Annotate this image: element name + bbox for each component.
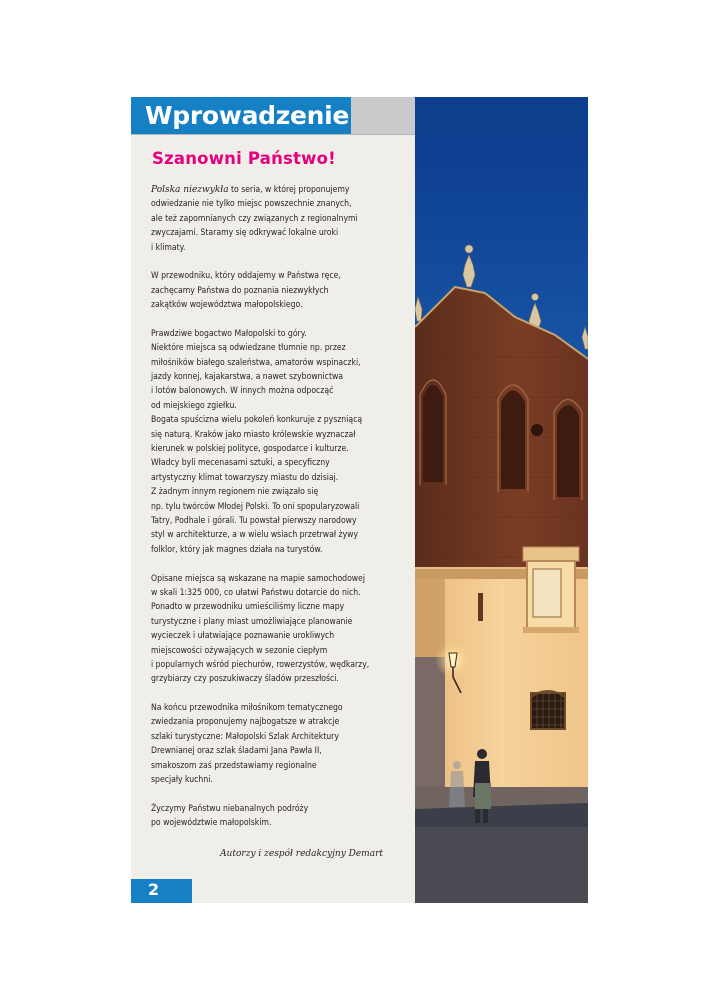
text-line (151, 384, 401, 398)
text-line (151, 442, 401, 456)
signature: Autorzy i zespół redakcyjny Demart (220, 849, 383, 859)
town-hall-tower-photo (415, 97, 588, 903)
text-segment: W przewodniku, który oddajemy w Państwa ręce, (151, 271, 341, 282)
text-segment: po województwie małopolskim. (151, 818, 272, 829)
text-line (151, 341, 401, 355)
text-segment: Z żadnym innym regionem nie związało się (151, 487, 319, 498)
text-segment: i lotów balonowych. W innych można odpocząć (151, 386, 334, 397)
paragraph-gap (151, 557, 401, 571)
text-line (151, 399, 401, 413)
text-line (151, 672, 401, 686)
series-title: Polska niezwykła (151, 185, 229, 195)
paragraph-gap (151, 255, 401, 269)
text-line (151, 456, 401, 470)
text-segment: Opisane miejsca są wskazane na mapie samochodowej (151, 573, 366, 584)
text-line (151, 629, 401, 643)
text-line (151, 500, 401, 514)
text-line (151, 183, 401, 197)
text-line (151, 715, 401, 729)
page-number-box (131, 879, 192, 903)
text-line (151, 543, 401, 557)
text-segment: w skali 1:325 000, co ułatwi Państwu dotarcie do nich. (151, 587, 361, 598)
text-line (151, 269, 401, 283)
text-segment: Drewnianej oraz szlak śladami Jana Pawła II, (151, 746, 322, 757)
text-line (151, 226, 401, 240)
text-line (151, 197, 401, 211)
text-segment: styl w architekturze, a w wielu wsiach przetrwał żywy (151, 530, 359, 541)
text-line (151, 284, 401, 298)
text-line (151, 528, 401, 542)
text-segment: zwiedzania proponujemy najbogatsze w atrakcje (151, 717, 340, 728)
text-line (151, 298, 401, 312)
text-segment: Władcy byli mecenasami sztuki, a specyficzny (151, 458, 330, 469)
text-segment: wycieczek i ułatwiające poznawanie urokliwych (151, 631, 335, 642)
text-segment: odwiedzanie nie tylko miejsc powszechnie znanych, (151, 199, 352, 210)
text-segment: to seria, w której proponujemy (228, 185, 350, 195)
introduction-body (151, 183, 401, 831)
text-segment: artystyczny klimat towarzyszy miastu do dzisiaj. (151, 472, 339, 483)
text-segment: miłośników białego szaleństwa, amatorów wspinaczki, (151, 357, 361, 368)
page-number: 2 (148, 880, 160, 899)
text-line (151, 816, 401, 830)
text-segment: zwyczajami. Staramy się odkrywać lokalne uroki (151, 228, 339, 239)
text-line (151, 730, 401, 744)
text-segment: grzybiarzy czy poszukiwaczy śladów przeszłości. (151, 674, 339, 685)
text-segment: jazdy konnej, kajakarstwa, a nawet szybownictwa (151, 372, 344, 383)
text-segment: np. tylu twórców Młodej Polski. To oni spopularyzowali (151, 501, 360, 512)
text-segment: Ponadto w przewodniku umieściliśmy liczne mapy (151, 602, 345, 613)
text-line (151, 615, 401, 629)
text-line (151, 428, 401, 442)
text-segment: i popularnych wśród piechurów, rowerzystów, wędkarzy, (151, 659, 370, 670)
text-segment: Tatry, Podhale i górali. Tu powstał pierwszy narodowy (151, 515, 357, 526)
text-segment: Bogata spuścizna wielu pokoleń konkuruje z pyszniącą (151, 415, 363, 426)
text-line (151, 471, 401, 485)
text-segment: specjały kuchni. (151, 775, 213, 786)
text-line (151, 644, 401, 658)
greeting-heading: Szanowni Państwo! (152, 149, 336, 168)
text-line (151, 802, 401, 816)
text-segment: Niektóre miejsca są odwiedzane tłumnie np. przez (151, 343, 346, 354)
text-segment: Życzymy Państwu niebanalnych podróży (151, 803, 309, 814)
text-segment: i klimaty. (151, 242, 186, 253)
text-line (151, 586, 401, 600)
text-segment: kierunek w polskiej polityce, gospodarce i kulturze. (151, 444, 349, 455)
text-line (151, 773, 401, 787)
text-line (151, 759, 401, 773)
text-segment: od miejskiego zgiełku. (151, 400, 237, 411)
header-tab (351, 97, 415, 135)
text-line (151, 212, 401, 226)
page-title: Wprowadzenie (145, 101, 350, 130)
header-divider (131, 134, 415, 135)
text-line (151, 356, 401, 370)
text-segment: turystyczne i plany miast umożliwiające planowanie (151, 616, 353, 627)
book-page (131, 97, 588, 903)
text-line (151, 413, 401, 427)
text-line (151, 514, 401, 528)
text-segment: ale też zapomnianych czy związanych z regionalnymi (151, 213, 358, 224)
text-segment: szlaki turystyczne: Małopolski Szlak Architektury (151, 731, 339, 742)
text-line (151, 327, 401, 341)
text-line (151, 370, 401, 384)
text-line (151, 485, 401, 499)
paragraph-gap (151, 787, 401, 801)
text-segment: folklor, który jak magnes działa na turystów. (151, 544, 323, 555)
text-line (151, 701, 401, 715)
text-line (151, 600, 401, 614)
text-segment: Na końcu przewodnika miłośnikom tematycznego (151, 703, 343, 714)
paragraph-gap (151, 313, 401, 327)
text-segment: smakoszom zaś przedstawiamy regionalne (151, 760, 317, 771)
header-bar (131, 97, 351, 135)
text-line (151, 241, 401, 255)
paragraph-gap (151, 687, 401, 701)
text-segment: miejscowości ożywających w sezonie ciepłym (151, 645, 328, 656)
text-segment: się naturą. Kraków jako miasto królewskie wyznaczał (151, 429, 356, 440)
text-line (151, 658, 401, 672)
text-segment: Prawdziwe bogactwo Małopolski to góry. (151, 328, 307, 339)
text-segment: zakątków województwa małopolskiego. (151, 300, 303, 311)
text-line (151, 572, 401, 586)
text-segment: zachęcamy Państwa do poznania niezwykłych (151, 285, 329, 296)
text-line (151, 744, 401, 758)
